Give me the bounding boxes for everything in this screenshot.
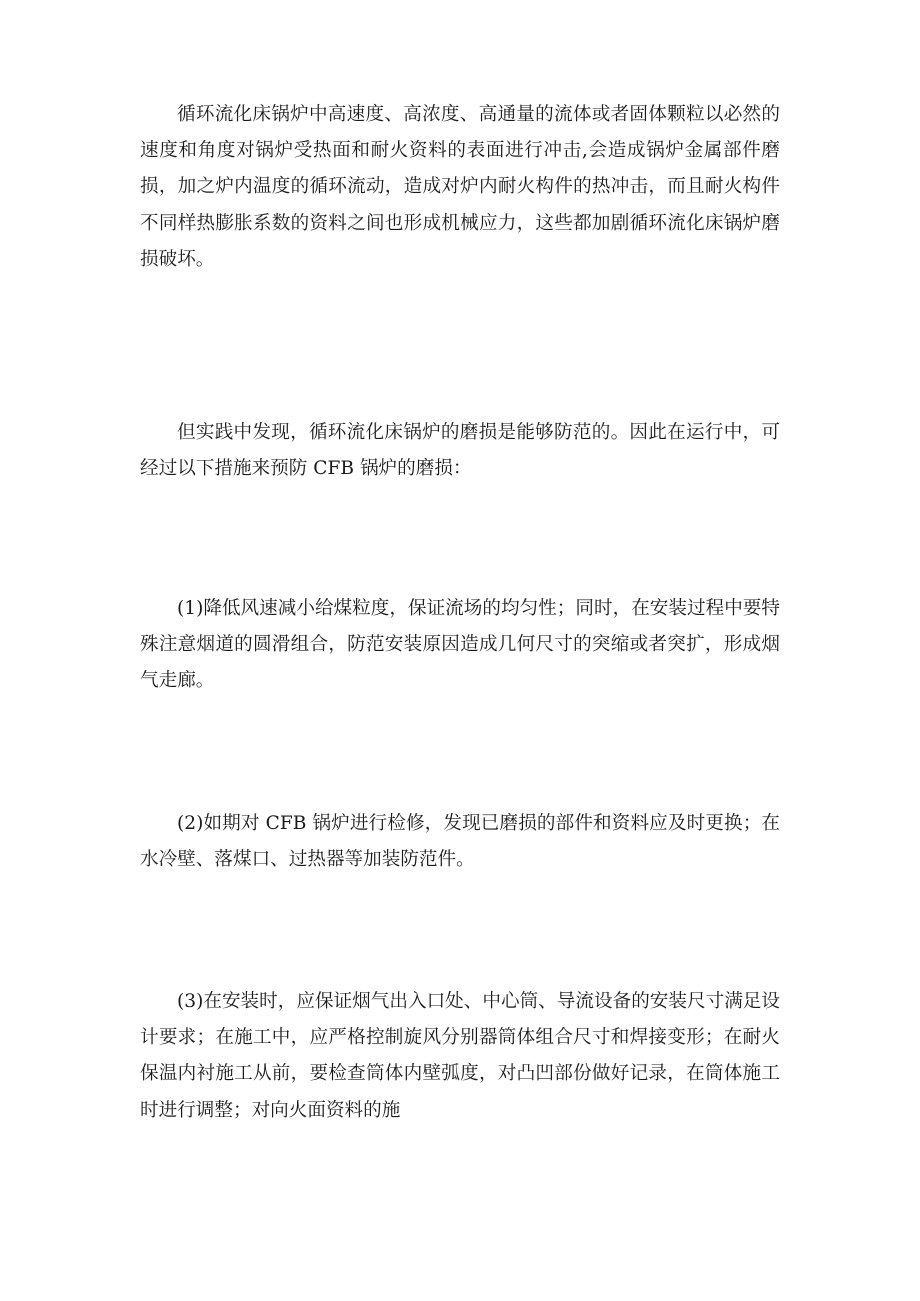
paragraph-intro: 循环流化床锅炉中高速度、高浓度、高通量的流体或者固体颗粒以必然的速度和角度对锅炉受热面和耐火资料的表面进行冲击,会造成锅炉金属部件磨损，加之炉内温度的循环流动，造成对炉内耐火构件的热冲击，而且耐火构件不同样热膨胀系数的资料之间也形成机械应力，这些都加剧循环流化床锅炉磨损破坏。 [140,104,780,270]
paragraph-measure-1: (1)降低风速减小给煤粒度，保证流场的均匀性；同时，在安装过程中要特殊注意烟道的圆滑组合，防范安装原因造成几何尺寸的突缩或者突扩，形成烟气走廊。 [140,598,780,692]
paragraph-measure-3: (3)在安装时，应保证烟气出入口处、中心筒、导流设备的安装尺寸满足设计要求；在施工中，应严格控制旋风分别器筒体组合尺寸和焊接变形；在耐火保温内衬施工从前，要检查筒体内壁弧度，对凸凹部份做好记录，在筒体施工时进行调整；对向火面资料的施 [140,991,780,1121]
paragraph-prevention: 但实践中发现，循环流化床锅炉的磨损是能够防范的。因此在运行中，可经过以下措施来预防 CFB 锅炉的磨损： [140,422,780,480]
paragraph-measure-2: (2)如期对 CFB 锅炉进行检修，发现已磨损的部件和资料应及时更换；在水冷壁、落煤口、过热器等加装防范件。 [140,813,780,871]
